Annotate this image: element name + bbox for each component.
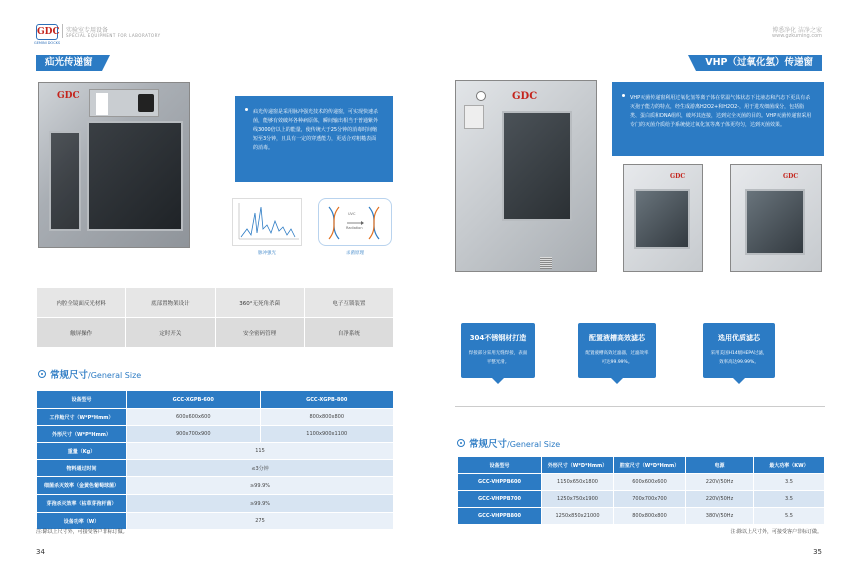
feature-card	[461, 323, 535, 378]
diagram-caption: 杀菌原理	[346, 251, 364, 256]
footnote-left: 注:除以上尺寸外，可接受客户非标订做。	[36, 529, 128, 535]
table-row	[458, 474, 825, 491]
intro-box-right: VHP灭菌传递窗利用过氧化氢等离子体在常温气体状态下比液态和汽态下更具有杀灭孢子能力的特点，经生成游离H2O2+和H2O2-，用于进攻细菌成分，包括脂类、蛋白质和DNA组织，破坏其连接，达到完全灭菌的目的。VHP灭菌传递窗采用专门的灭菌介质给予系统使过氧化氢等离子体更均匀，达到灭菌效果。	[612, 82, 824, 156]
vent-grille	[540, 257, 552, 269]
row-label: 工作舱尺寸（W*P*Hmm）	[37, 409, 127, 426]
spec-heading-en: /General Size	[507, 440, 561, 449]
right-page	[425, 0, 850, 580]
vhp-passbox-photo	[455, 80, 597, 272]
footnote-right: 注:除以上尺寸外，可接受客户非标订做。	[730, 529, 822, 535]
cell-value: 700x700x700	[614, 491, 686, 508]
feature-card	[703, 323, 775, 378]
spec-heading-right	[469, 436, 560, 450]
brand-logo: GDC	[36, 24, 58, 40]
table-row	[37, 443, 394, 460]
spec-heading-cn: 常规尺寸	[469, 439, 508, 450]
spec-table-left	[36, 390, 394, 530]
spec-heading-dot-icon	[38, 370, 46, 378]
table-header-cell: 设备型号	[458, 457, 542, 474]
cell-value: 220V/50Hz	[686, 491, 754, 508]
cell-value: 600x600x600	[127, 409, 261, 426]
chart-caption: 脉冲强光	[258, 251, 276, 256]
spectrum-svg	[233, 199, 301, 245]
touch-screen	[138, 94, 154, 112]
table-row	[458, 508, 825, 525]
photo-logo: GDC	[512, 91, 538, 102]
feature-card-title: 选用优质滤芯	[718, 334, 760, 342]
table-header-row	[458, 457, 825, 474]
feature-card-title: 304不锈钢材打造	[469, 334, 527, 342]
feature-cell: 360°无死角杀菌	[215, 288, 304, 318]
control-panel	[464, 105, 484, 129]
spec-heading-dot-icon	[457, 439, 465, 447]
spec-table-right	[457, 456, 825, 525]
photo-logo: GDC	[783, 173, 799, 180]
gauge-icon	[476, 91, 486, 101]
photo-logo: GDC	[57, 91, 80, 101]
table-header-cell: 最大功率（KW）	[754, 457, 825, 474]
dna-strand-right	[329, 207, 339, 239]
page-number-right: 35	[813, 548, 822, 556]
cell-value: 800x800x800	[260, 409, 394, 426]
vhp-model-photo-b	[730, 164, 822, 272]
feature-card-desc: 配置液槽高效过滤器，过滤效率可达99.99%。	[585, 351, 649, 365]
slogan: 博悉净化 洁净之家	[772, 27, 822, 34]
vhp-model-photo-a	[623, 164, 703, 272]
table-row	[37, 426, 394, 443]
feature-cell: 底部置物架设计	[126, 288, 215, 318]
row-label: GCC-VHPPB800	[458, 508, 542, 525]
row-label: GCC-VHPPB700	[458, 491, 542, 508]
dna-svg	[319, 199, 391, 245]
brand-divider	[62, 24, 63, 38]
spectrum-line	[241, 207, 295, 237]
row-label: 外形尺寸（W*P*Hmm）	[37, 426, 127, 443]
row-label: 物料通过时间	[37, 460, 127, 477]
intro-box-left: 疝光传递窗是采用脉冲强光技术的传递窗，可实现快速杀菌，能够有效破坏各种病原体，瞬间输出相当于普通紫外线3000倍以上的能量，使传统大于25分钟的消毒时间缩短至3分钟，且具有一定的穿透能力，更适合对粗糙表面的消毒。	[235, 96, 393, 182]
feature-cell: 安全密码管理	[215, 318, 304, 348]
diagram-label-top: UVC	[348, 212, 356, 216]
page-number-left: 34	[36, 548, 45, 556]
section-title-right: VHP（过氧化氢）传递窗	[696, 55, 822, 71]
table-row	[37, 495, 394, 513]
side-window	[49, 131, 81, 231]
row-label: 重量（Kg）	[37, 443, 127, 460]
cell-value: 3.5	[754, 474, 825, 491]
table-header-cell: 设备型号	[37, 391, 127, 409]
cell-value: 900x700x900	[127, 426, 261, 443]
spec-heading-cn: 常规尺寸	[50, 370, 89, 381]
feature-card-desc: 采用美国H14级HEPA过滤，效率高达99.99%。	[710, 351, 768, 365]
cell-value: 800x800x800	[614, 508, 686, 525]
table-header-cell: GCC-XGPB-800	[260, 391, 394, 409]
spec-heading-en: /General Size	[88, 371, 142, 380]
pulse-spectrum-chart	[232, 198, 302, 246]
website-url: www.gzkuming.com	[772, 33, 822, 39]
brand-logo-sub: GEMINI DOCKS	[34, 41, 61, 45]
cell-value: 1250x850x21000	[542, 508, 614, 525]
row-label: 细菌杀灭效率（金黄色葡萄球菌）	[37, 477, 127, 495]
cell-value: ≥99.9%	[127, 495, 394, 513]
feature-cell: 触屏操作	[37, 318, 126, 348]
table-header-row	[37, 391, 394, 409]
front-window	[502, 111, 572, 221]
table-header-cell: 腔室尺寸（W*D*Hmm）	[614, 457, 686, 474]
feature-card	[578, 323, 656, 378]
table-header-cell: 外形尺寸（W*D*Hmm）	[542, 457, 614, 474]
row-label: 芽孢杀灭效率（枯草芽孢杆菌）	[37, 495, 127, 513]
feature-table	[36, 287, 394, 348]
photo-logo: GDC	[670, 173, 686, 180]
feature-cell: 自净系统	[304, 318, 393, 348]
table-row	[458, 491, 825, 508]
cell-value: 3.5	[754, 491, 825, 508]
cell-value: 1150x650x1800	[542, 474, 614, 491]
dna-broken-right	[369, 207, 379, 239]
cell-value: 380V/50Hz	[686, 508, 754, 525]
feature-cell: 内腔全镜面反光材料	[37, 288, 126, 318]
cell-value: 1100x900x1100	[260, 426, 394, 443]
table-header-cell: 电源	[686, 457, 754, 474]
cell-value: 1250x750x1900	[542, 491, 614, 508]
cell-value: 115	[127, 443, 394, 460]
feature-cell: 电子互锁装置	[304, 288, 393, 318]
front-window	[634, 189, 690, 249]
table-row	[37, 477, 394, 495]
brand-name-cn: 实验室专用设备	[66, 27, 109, 34]
divider	[455, 406, 825, 407]
label-sticker	[96, 93, 108, 115]
brand-name-en: SPECIAL EQUIPMENT FOR LABORATORY	[66, 33, 161, 38]
cell-value: 220V/50Hz	[686, 474, 754, 491]
front-window	[745, 189, 805, 255]
control-panel	[89, 89, 159, 117]
cell-value: ≤3分钟	[127, 460, 394, 477]
feature-cell: 定时开关	[126, 318, 215, 348]
cell-value: ≥99.9%	[127, 477, 394, 495]
sterilization-diagram	[318, 198, 392, 246]
table-row	[37, 460, 394, 477]
cell-value: 5.5	[754, 508, 825, 525]
feature-row	[37, 288, 394, 318]
table-row	[37, 409, 394, 426]
spec-heading-left	[50, 367, 141, 381]
cell-value: 275	[127, 513, 394, 530]
arrow-head	[361, 221, 364, 225]
table-header-cell: GCC-XGPB-600	[127, 391, 261, 409]
diagram-label-bottom: Radiation	[346, 226, 363, 230]
feature-row	[37, 318, 394, 348]
front-window	[87, 121, 183, 231]
section-title-left: 疝光传递窗	[36, 55, 102, 71]
table-row	[37, 513, 394, 530]
row-label: GCC-VHPPB600	[458, 474, 542, 491]
feature-card-title: 配置液槽高效滤芯	[589, 334, 645, 342]
row-label: 设备功率（W）	[37, 513, 127, 530]
cell-value: 600x600x600	[614, 474, 686, 491]
feature-card-desc: 焊接部分采用无缝焊接，表面平整光滑。	[468, 351, 528, 365]
xenon-passbox-photo	[38, 82, 190, 248]
